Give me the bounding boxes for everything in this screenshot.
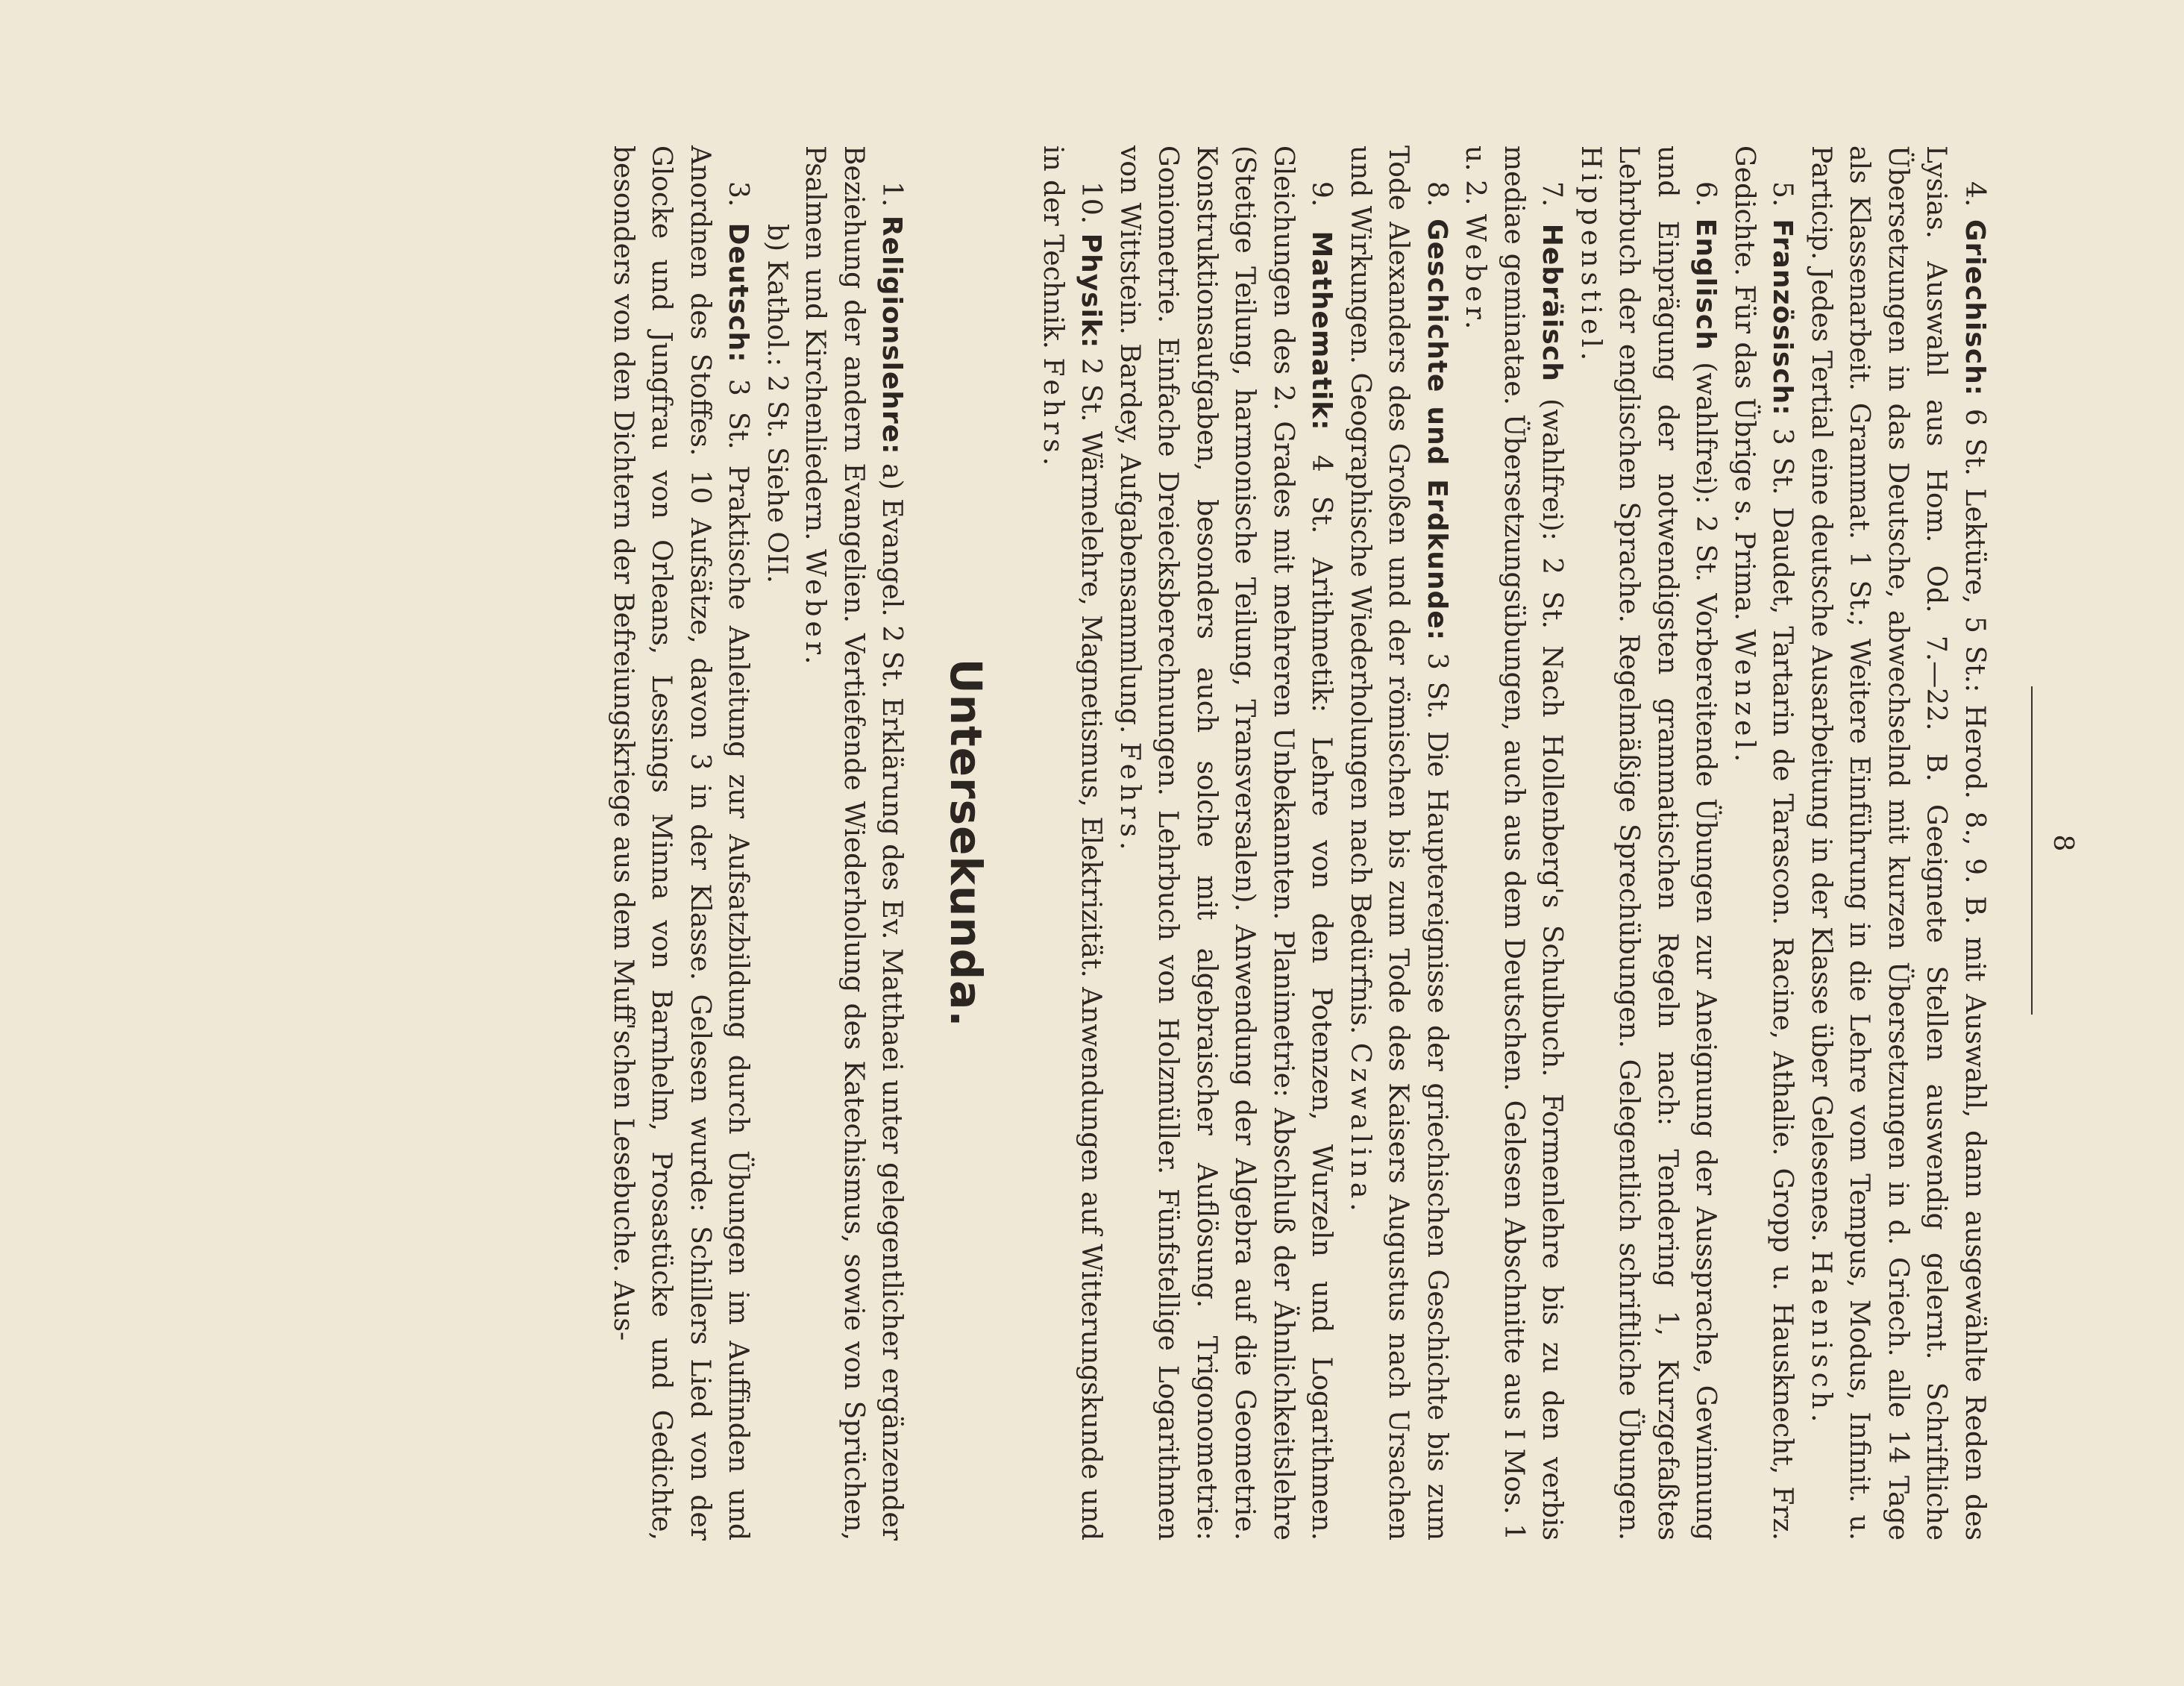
section-paragraph bbox=[604, 145, 758, 1541]
teacher-name: Czwalina. bbox=[1345, 1042, 1375, 1216]
section-paragraph bbox=[796, 145, 911, 1541]
teacher-name: Weber. bbox=[800, 549, 831, 669]
teacher-name: Haenisch. bbox=[1806, 1250, 1836, 1427]
section-text: b) Kathol.: 2 St. Siehe OII. bbox=[762, 224, 792, 583]
section-number: 9. bbox=[1306, 181, 1337, 207]
section-paragraph bbox=[1341, 145, 1457, 1541]
section-text: 3 St. Die Hauptereignisse der griechischen Geschichte bis zum Tode Alexanders des Großen und der römischen bis zum Tode des Kaisers Augustus nach Ursachen und Wirkungen. Geographische Wiederholungen nach Bedürfnis. bbox=[1345, 145, 1452, 1541]
section-text: 3 St. Praktische Anleitung zur Aufsatzbildung durch Übungen im Auffinden und Anordnen des Stoffes. 10 Aufsätze, davon 3 in der Klasse. Gelesen wurde: Schillers Lied von der Glocke und Jungfrau von Orleans, Lessings Minna von Barnhelm, Prosastücke und Gedichte, besonders von den Dichtern der Befreiungskriege aus dem Muff'schen Lesebuche. Aus- bbox=[608, 145, 754, 1541]
subject-title: Religionslehre: bbox=[876, 215, 908, 455]
subject-title: Geschichte und Erdkunde: bbox=[1422, 219, 1452, 642]
sections-before bbox=[1034, 145, 1995, 1541]
section-paragraph bbox=[1456, 145, 1572, 1541]
teacher-name: Fehrs. bbox=[1114, 742, 1145, 855]
section-number: 1. bbox=[876, 181, 908, 207]
section-number: 10. bbox=[1076, 181, 1107, 225]
page-number-rule bbox=[2031, 686, 2033, 1015]
section-text: (wahlfrei): 2 St. Vorbereitende Übungen zur Aneignung der Aussprache, Gewinnung und Einprägung der notwendigsten grammatischen Regeln nach: Tendering 1, Kurzgefaßtes Lehrbuch der englischen Sprache. Regelmäßige Sprechübungen. Gelegentlich schriftliche Übungen. bbox=[1613, 145, 1722, 1541]
section-paragraph bbox=[758, 145, 797, 1541]
section-paragraph bbox=[1572, 145, 1725, 1541]
teacher-name: Fehrs. bbox=[1038, 357, 1068, 471]
section-paragraph bbox=[1725, 145, 1802, 1541]
subject-title: Deutsch: bbox=[723, 222, 754, 363]
subject-title: Mathematik: bbox=[1306, 231, 1337, 431]
section-paragraph bbox=[1034, 145, 1111, 1541]
teacher-name: Wenzel. bbox=[1729, 629, 1760, 767]
subject-title: Englisch bbox=[1690, 218, 1722, 351]
subject-title: Griechisch: bbox=[1959, 219, 1990, 397]
teacher-name: Hippenstiel. bbox=[1575, 145, 1606, 366]
section-text: 6 St. Lektüre, 5 St.: Herod. 8., 9. B. mit Auswahl, dann ausgewählte Reden des Lysias. Auswahl aus Hom. Od. 7.—22. B. Geeignete Stellen auswendig gelernt. Schriftliche Übersetzungen in das Deutsche, abwechselnd mit kurzen Übersetzungen in d. Griech. alle 14 Tage als Klassenarbeit. Grammat. 1 St.; Weitere Einführung in die Lehre vom Tempus, Modus, Infinit. u. Particip. Jedes Tertial eine deutsche Ausarbeitung in der Klasse über Gelesenes. bbox=[1806, 145, 1990, 1541]
teacher-name: Weber. bbox=[1460, 213, 1491, 334]
section-number: 5. bbox=[1767, 181, 1798, 207]
section-text: a) Evangel. 2 St. Erklärung des Ev. Matthaei unter gelegentlicher ergänzender Beziehung der andern Evangelien. Vertiefende Wiederholung des Katechismus, sowie von Sprüchen, Psalmen und Kirchenliedern. bbox=[800, 145, 908, 1541]
text-column bbox=[604, 145, 1995, 1541]
section-paragraph bbox=[1802, 145, 1995, 1541]
section-text: 4 St. Arithmetik: Lehre von den Potenzen, Wurzeln und Logarithmen. Gleichungen des 2. Grades mit mehreren Unbekannten. Planimetrie: Abschluß der Ähnlichkeitslehre (Stetige Teilung, harmonische Teilung, Transversalen). Anwendung der Algebra auf die Geometrie. Konstruktionsaufgaben, besonders auch solche mit algebraischer Auflösung. Trigonometrie: Goniometrie. Einfache Dreiecksberechnungen. Lehrbuch von Holzmüller. Fünfstellige Logarithmen von Wittstein. Bardey, Aufgabensammlung. bbox=[1114, 145, 1337, 1541]
subject-title: Physik: bbox=[1076, 233, 1107, 349]
section-heading: Untersekunda. bbox=[941, 658, 992, 1028]
section-number: 6. bbox=[1690, 181, 1722, 207]
subject-title: Französisch: bbox=[1767, 219, 1798, 416]
section-text: 3 St. Daudet, Tartarin de Tarascon. Racine, Athalie. Gropp u. Hausknecht, Frz. Gedichte. Für das Übrige s. Prima. bbox=[1729, 145, 1798, 1541]
section-paragraph bbox=[1111, 145, 1341, 1541]
section-number: 8. bbox=[1422, 181, 1452, 207]
section-number: 7. bbox=[1537, 181, 1568, 207]
section-number: 4. bbox=[1959, 181, 1990, 207]
section-text: 2 St. Wärmelehre, Magnetismus, Elektrizität. Anwendungen auf Witterungskunde und in der Technik. bbox=[1038, 145, 1107, 1541]
page-number: 8 bbox=[2048, 834, 2078, 852]
section-text: (wahlfrei): 2 St. Nach Hollenberg's Schulbuch. Formenlehre bis zu den verbis mediae geminatae. Übersetzungsübungen, auch aus dem Deutschen. Gelesen Abschnitte aus I Mos. 1 u. 2. bbox=[1460, 145, 1568, 1541]
subject-title: Hebräisch bbox=[1537, 223, 1568, 382]
sections-after bbox=[604, 145, 911, 1541]
section-number: 3. bbox=[723, 181, 754, 207]
